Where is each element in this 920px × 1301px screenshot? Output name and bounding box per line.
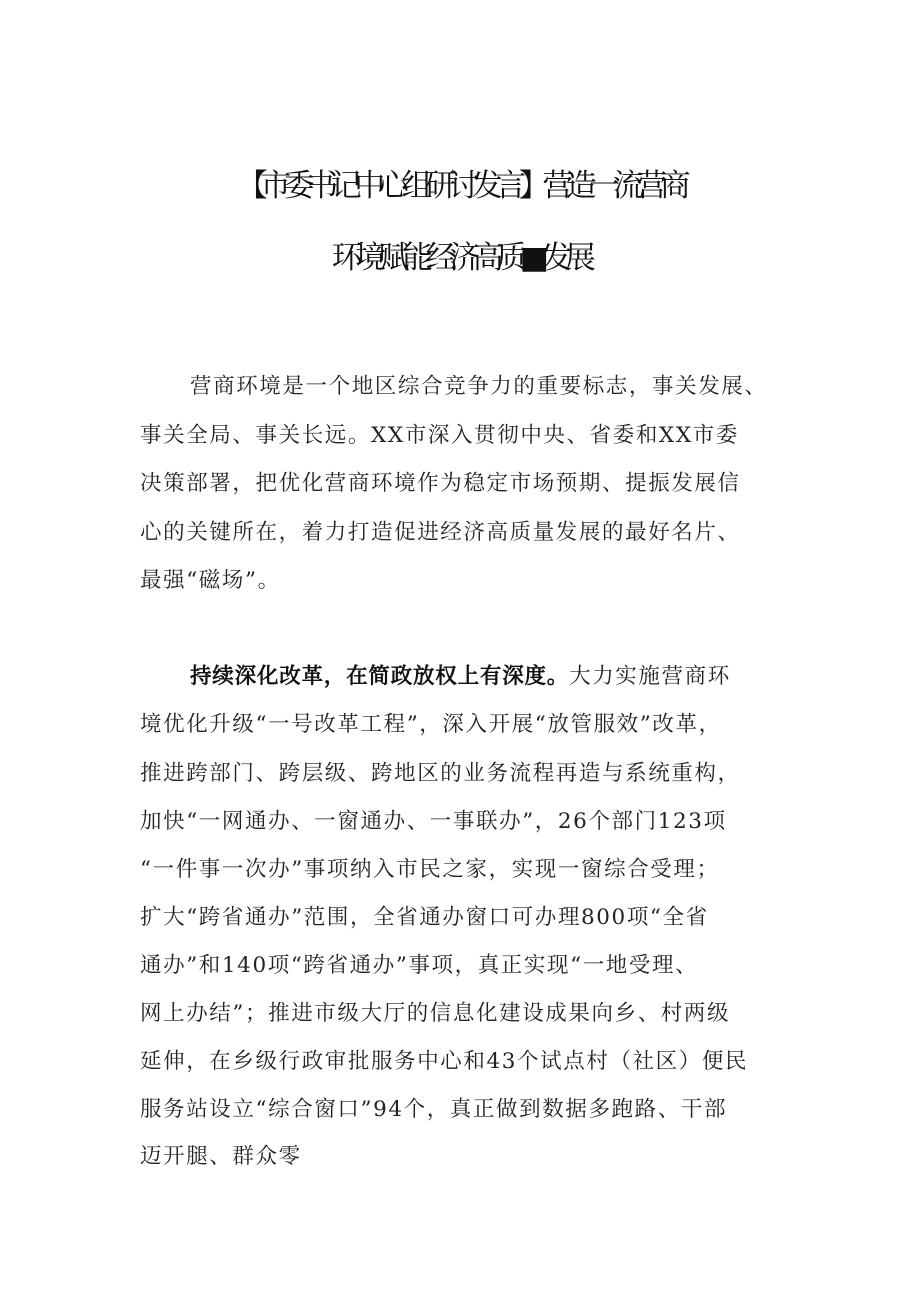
paragraph-2-line-1 [190,659,731,690]
paragraph-1-line-2: 事关全局、事关长远。XX市深入贯彻中央、省委和XX市委 [140,423,739,448]
paragraph-2-line-2: 境优化升级“一号改革工程”，深入开展“放管服效”改革， [140,712,722,737]
paragraph-2-line-7: 通办”和140项“跨省通办”事项，真正实现“一地受理、 [140,953,699,978]
paragraph-2-lead-heading: 持续深化改革，在简政放权上有深度。 [190,664,570,689]
paragraph-1-line-4: 心的关键所在，着力打造促进经济高质量发展的最好名片、 [140,520,741,545]
paragraph-2-line-3: 推进跨部门、跨层级、跨地区的业务流程再造与系统重构， [140,761,741,786]
document-title-line-2: 环境赋能经济高质■发展 [331,240,589,276]
paragraph-2-line-11: 迈开腿、群众零 [140,1144,302,1169]
document-title-line-1: 【市委书记中心组研讨发言】营造一流营商 [236,168,684,204]
paragraph-2-line-1-rest: 大力实施营商环 [569,664,731,689]
paragraph-1-line-5: 最强“磁场”。 [140,568,281,593]
paragraph-2-line-10: 服务站设立“综合窗口”94个，真正做到数据多跑路、干部 [140,1097,728,1122]
paragraph-2-line-5: “一件事一次办”事项纳入市民之家，实现一窗综合受理； [140,857,720,882]
paragraph-2-line-6: 扩大“跨省通办”范围，全省通办窗口可办理800项“全省 [140,905,709,930]
paragraph-2-line-9: 延伸，在乡级行政审批服务中心和43个试点村（社区）便民 [140,1049,749,1074]
paragraph-1-line-1: 营商环境是一个地区综合竞争力的重要标志，事关发展、 [190,374,768,399]
paragraph-2-line-8: 网上办结”；推进市级大厅的信息化建设成果向乡、村两级 [140,1001,731,1026]
paragraph-2-line-4: 加快“一网通办、一窗通办、一事联办”，26个部门123项 [140,809,727,834]
paragraph-1-line-3: 决策部署，把优化营商环境作为稳定市场预期、提振发展信 [140,471,741,496]
